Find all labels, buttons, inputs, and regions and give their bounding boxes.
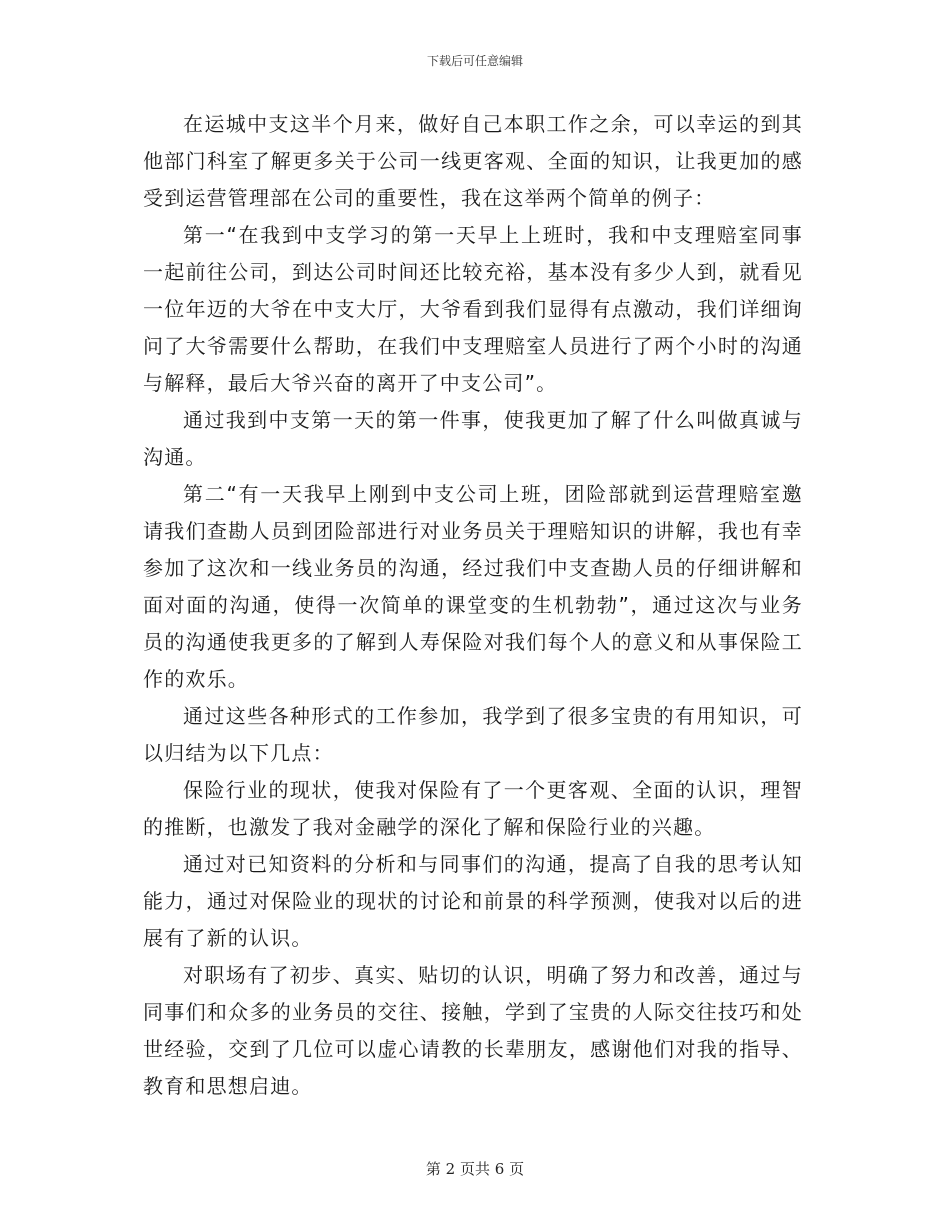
paragraph-reflection-one: 通过我到中支第一天的第一件事，使我更加了解了什么叫做真诚与沟通。 bbox=[143, 408, 803, 469]
paragraph-point-industry: 保险行业的现状，使我对保险有了一个更客观、全面的认识，理智的推断，也激发了我对金融学的深化了解和保险行业的兴趣。 bbox=[143, 778, 803, 839]
paragraph-example-two: 第二“有一天我早上刚到中支公司上班，团险部就到运营理赔室邀请我们查勘人员到团险部进行对业务员关于理赔知识的讲解，我也有幸参加了这次和一线业务员的沟通，经过我们中支查勘人员的仔细讲解和面对面的沟通，使得一次简单的课堂变的生机勃勃”，通过这次与业务员的沟通使我更多的了解到人寿保险对我们每个人的意义和从事保险工作的欢乐。 bbox=[143, 482, 803, 691]
paragraph-example-one: 第一“在我到中支学习的第一天早上上班时，我和中支理赔室同事一起前往公司，到达公司时间还比较充裕，基本没有多少人到，就看见一位年迈的大爷在中支大厅，大爷看到我们显得有点激动，我们详细询问了大爷需要什么帮助，在我们中支理赔室人员进行了两个小时的沟通与解释，最后大爷兴奋的离开了中支公司”。 bbox=[143, 223, 803, 395]
page-header-note: 下载后可任意编辑 bbox=[426, 54, 523, 68]
paragraph-point-workplace: 对职场有了初步、真实、贴切的认识，明确了努力和改善，通过与同事们和众多的业务员的交往、接触，学到了宝贵的人际交往技巧和处世经验，交到了几位可以虚心请教的长辈朋友，感谢他们对我的指导、教育和思想启迪。 bbox=[143, 963, 803, 1098]
document-body bbox=[143, 106, 803, 1105]
paragraph-point-thinking: 通过对已知资料的分析和与同事们的沟通，提高了自我的思考认知能力，通过对保险业的现状的讨论和前景的科学预测，使我对以后的进展有了新的认识。 bbox=[143, 852, 803, 950]
paragraph-intro: 在运城中支这半个月来，做好自己本职工作之余，可以幸运的到其他部门科室了解更多关于公司一线更客观、全面的知识，让我更加的感受到运营管理部在公司的重要性，我在这举两个简单的例子： bbox=[143, 112, 803, 210]
paragraph-summary-intro: 通过这些各种形式的工作参加，我学到了很多宝贵的有用知识，可以归结为以下几点： bbox=[143, 704, 803, 765]
page-number-footer: 第 2 页共 6 页 bbox=[425, 1160, 525, 1178]
